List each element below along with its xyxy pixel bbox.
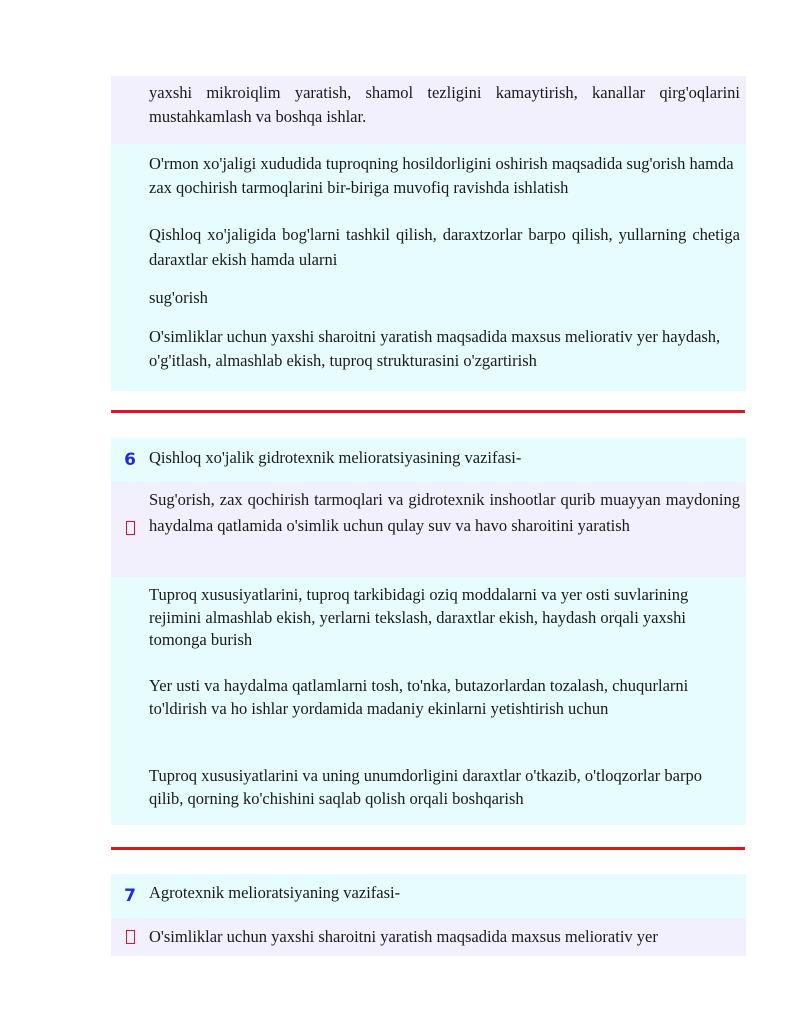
answer-text: O'simliklar uchun yaxshi sharoitni yaratish maqsadida maxsus meliorativ yer [149, 927, 658, 946]
answer-text: Sug'orish, zax qochirish tarmoqlari va gidrotexnik inshootlar qurib muayyan maydoning haydalma qatlamida o'simlik uchun qulay suv va havo sharoitini yaratish [149, 490, 740, 535]
question-text: Agrotexnik melioratsiyaning vazifasi- [149, 883, 401, 902]
option-text: Tuproq xususiyatlarini, tuproq tarkibidagi oziq moddalarni va yer osti suvlarining rejimini almashlab ekish, yerlarni tekslash, daraxtlar ekish, haydash orqali yaxshi tomonga burish [149, 585, 689, 649]
answer-correct-row [111, 482, 746, 577]
question-text: Qishloq xo'jalik gidrotexnik melioratsiyasining vazifasi- [149, 448, 522, 467]
question-number: 7 [124, 886, 136, 906]
option-text: O'simliklar uchun yaxshi sharoitni yaratish maqsadida maxsus meliorativ yer haydash, o'g'itlash, almashlab ekish, tuproq strukturasini o'zgartirish [149, 327, 721, 370]
question-divider [111, 847, 745, 850]
question-7 [111, 874, 746, 956]
question-row [111, 438, 746, 482]
option-c-row [111, 215, 746, 316]
option-d-row [111, 316, 746, 391]
option-d-row [111, 757, 746, 825]
option-c-row [111, 667, 746, 757]
question-divider [111, 410, 745, 413]
missing-glyph-icon [126, 930, 135, 944]
question-5-options [111, 76, 746, 391]
option-b-row [111, 144, 746, 215]
answer-text: yaxshi mikroiqlim yaratish, shamol tezligini kamaytirish, kanallar qirg'oqlarini mustahkamlash va boshqa ishlar. [149, 83, 740, 126]
option-text: Yer usti va haydalma qatlamlarni tosh, to'nka, butazorlardan tozalash, chuqurlarni to'ldirish va ho ishlar yordamida madaniy ekinlarni yetishtirish uchun [149, 676, 689, 718]
option-text-continuation: sug'orish [149, 288, 208, 307]
option-text: O'rmon xo'jaligi xududida tuproqning hosildorligini oshirish maqsadida sug'orish hamda zax qochirish tarmoqlarini bir-biriga muvofiq ravishda ishlatish [149, 154, 734, 197]
option-b-row [111, 577, 746, 667]
question-6 [111, 438, 746, 825]
answer-correct-row [111, 918, 746, 956]
option-text: Tuproq xususiyatlarini va uning unumdorligini daraxtlar o'tkazib, o'tloqzorlar barpo qilib, qorning ko'chishini saqlab qolish orqali boshqarish [149, 766, 702, 808]
answer-marker-cell [111, 81, 149, 144]
question-row [111, 874, 746, 918]
option-text: Qishloq xo'jaligida bog'larni tashkil qilish, daraxtzorlar barpo qilish, yullarning chetiga daraxtlar ekish hamda ularni [149, 225, 740, 269]
missing-glyph-icon [126, 521, 135, 535]
answer-correct-row [111, 76, 746, 144]
question-number: 6 [124, 450, 136, 470]
